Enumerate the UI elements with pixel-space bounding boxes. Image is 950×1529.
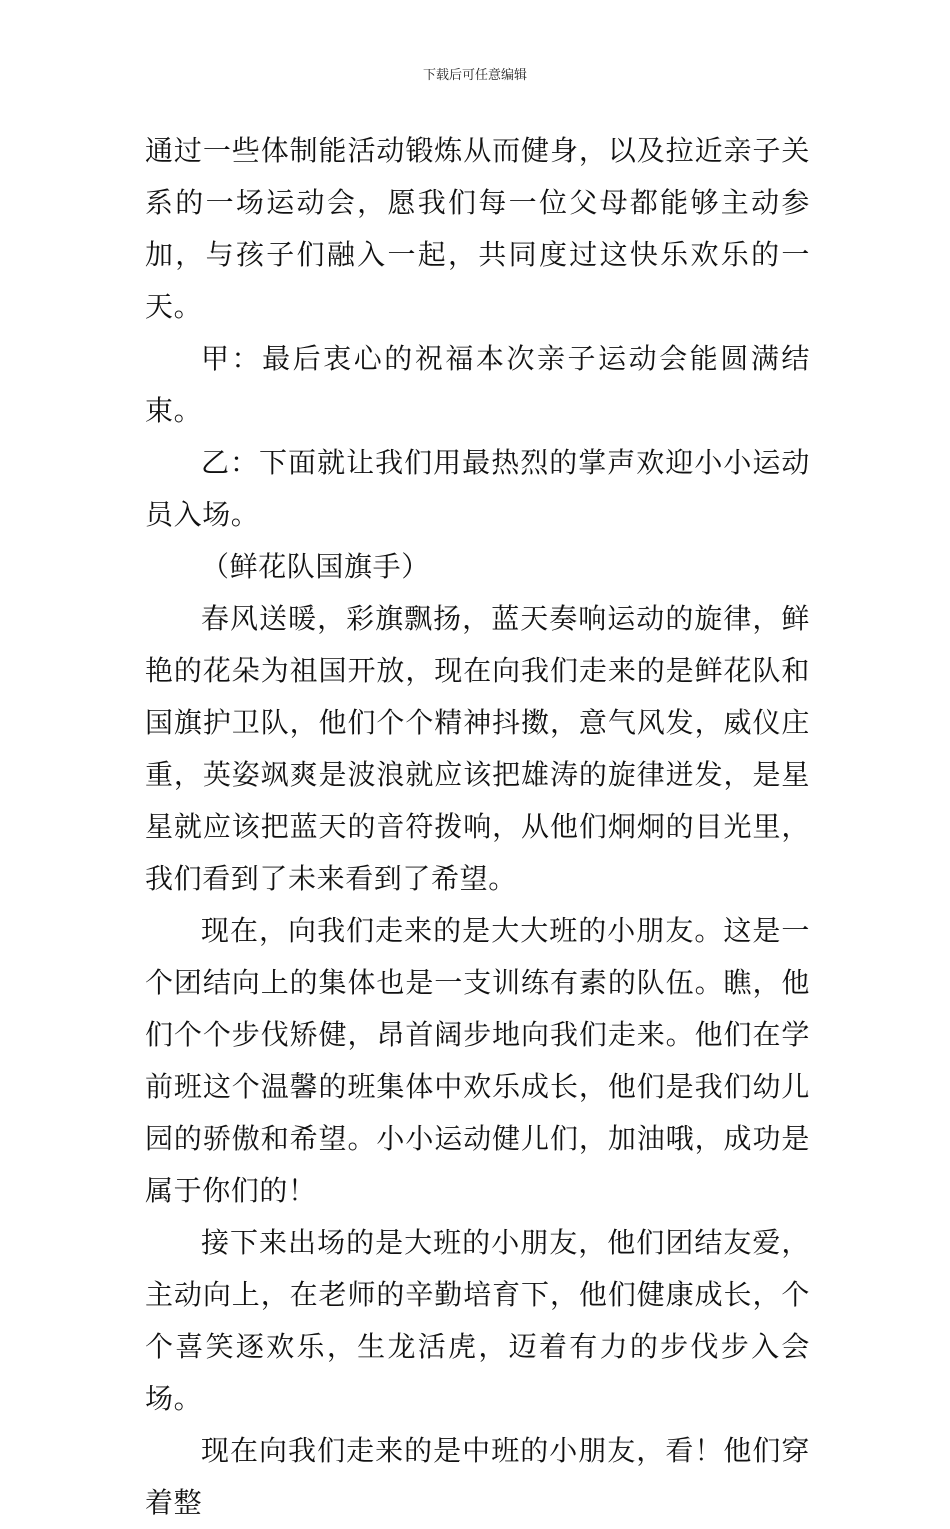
- document-body: [145, 125, 810, 1529]
- paragraph: 乙：下面就让我们用最热烈的掌声欢迎小小运动员入场。: [145, 446, 810, 531]
- paragraph: （鲜花队国旗手）: [201, 550, 430, 583]
- paragraph: 现在向我们走来的是中班的小朋友，看！他们穿着整: [145, 1434, 810, 1519]
- paragraph: 通过一些体制能活动锻炼从而健身，以及拉近亲子关系的一场运动会，愿我们每一位父母都能够主动参加，与孩子们融入一起，共同度过这快乐欢乐的一天。: [145, 134, 810, 323]
- paragraph: 春风送暖，彩旗飘扬，蓝天奏响运动的旋律，鲜艳的花朵为祖国开放，现在向我们走来的是鲜花队和国旗护卫队，他们个个精神抖擞，意气风发，威仪庄重，英姿飒爽是波浪就应该把雄涛的旋律迸发，是星星就应该把蓝天的音符拨响，从他们炯炯的目光里，我们看到了未来看到了希望。: [145, 602, 810, 895]
- page-header: 下载后可任意编辑: [422, 68, 527, 83]
- paragraph: 甲：最后衷心的祝福本次亲子运动会能圆满结束。: [145, 342, 810, 427]
- paragraph: 现在，向我们走来的是大大班的小朋友。这是一个团结向上的集体也是一支训练有素的队伍。瞧，他们个个步伐矫健，昂首阔步地向我们走来。他们在学前班这个温馨的班集体中欢乐成长，他们是我们幼儿园的骄傲和希望。小小运动健儿们，加油哦，成功是属于你们的！: [145, 914, 810, 1207]
- paragraph: 接下来出场的是大班的小朋友，他们团结友爱，主动向上，在老师的辛勤培育下，他们健康成长，个个喜笑逐欢乐，生龙活虎，迈着有力的步伐步入会场。: [145, 1226, 810, 1415]
